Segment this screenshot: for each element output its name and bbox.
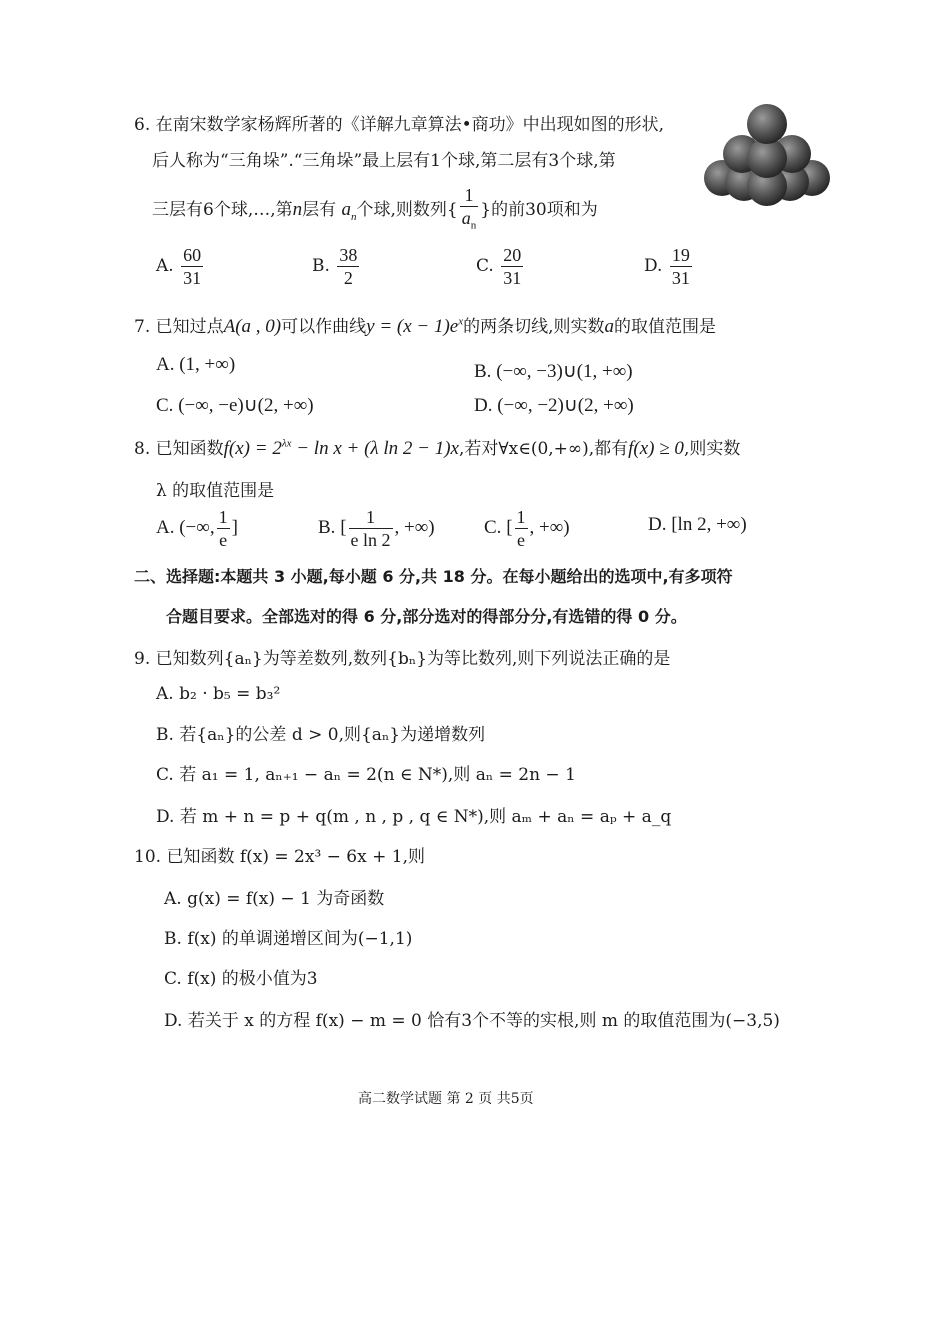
q9-option-d[interactable]: D. 若 m + n = p + q(m , n , p , q ∈ N*),则 aₘ + aₙ = aₚ + a_q bbox=[156, 807, 672, 827]
q8-stem: 8. 已知函数$f(x) = 2^{\lambda x} - \ln x + (\lambda$ ln 2 − 1)x,若对∀x∈(0,+∞),都有f(x) ≥ 0,则实数 bbox=[134, 437, 741, 459]
q8-option-a[interactable]: A. (−∞, $\frac{1}{e}$ ] bbox=[156, 507, 238, 550]
q6-option-b[interactable]: B. $\frac{38}{2}$ bbox=[312, 245, 358, 288]
q6-option-a[interactable]: A. $\frac{60}{31}$ bbox=[156, 245, 202, 288]
q8-option-c[interactable]: C. [ $\frac{1}{e}$ , +∞) bbox=[484, 507, 570, 550]
page-footer: 高二数学试题 第 2 页 共5页 bbox=[358, 1091, 534, 1107]
q9-option-c[interactable]: C. 若 a₁ = 1, aₙ₊₁ − aₙ = 2(n ∈ N*),则 aₙ = 2n − 1 bbox=[156, 765, 576, 785]
q10-option-d[interactable]: D. 若关于 x 的方程 f(x) − m = 0 恰有3个不等的实根,则 m 的取值范围为(−3,5) bbox=[164, 1011, 780, 1031]
q7-option-d[interactable]: D. (−∞, −2)∪(2, +∞) bbox=[474, 395, 634, 416]
q10-option-a[interactable]: A. g(x) = f(x) − 1 为奇函数 bbox=[164, 889, 385, 909]
q9-option-a[interactable]: A. b₂ · b₅ = b₃² bbox=[156, 684, 281, 704]
q7-option-c[interactable]: C. (−∞, −e)∪(2, +∞) bbox=[156, 395, 314, 416]
q10-option-c[interactable]: C. f(x) 的极小值为3 bbox=[164, 969, 318, 989]
triangular-pile-image bbox=[702, 96, 832, 216]
q10-stem: 10. 已知函数 f(x) = 2x³ − 6x + 1,则 bbox=[134, 847, 425, 867]
q10-option-b[interactable]: B. f(x) 的单调递增区间为(−1,1) bbox=[164, 929, 413, 949]
q9-option-b[interactable]: B. 若{aₙ}的公差 d > 0,则{aₙ}为递增数列 bbox=[156, 725, 486, 745]
section2-heading-line2: 合题目要求。全部选对的得 6 分,部分选对的得部分分,有选错的得 0 分。 bbox=[166, 607, 687, 626]
q8-option-d[interactable]: D. [ln 2, +∞) bbox=[648, 514, 747, 535]
q8-option-b[interactable]: B. [ $\frac{1}{\text{e ln 2}}$ , +∞) bbox=[318, 507, 435, 550]
q8-stem-line2: λ 的取值范围是 bbox=[156, 481, 275, 501]
q6-line1: 6. 在南宋数学家杨辉所著的《详解九章算法•商功》中出现如图的形状, bbox=[134, 115, 665, 135]
q7-stem: 7. 已知过点A(a , 0)可以作曲线$y = (x - 1)e^x$的两条切线,则实数a的取值范围是 bbox=[134, 315, 717, 337]
q9-stem: 9. 已知数列{aₙ}为等差数列,数列{bₙ}为等比数列,则下列说法正确的是 bbox=[134, 649, 671, 669]
q7-option-b[interactable]: B. (−∞, −3)∪(1, +∞) bbox=[474, 361, 633, 382]
section2-heading: 二、选择题:本题共 3 小题,每小题 6 分,共 18 分。在每小题给出的选项中,有多项符 bbox=[134, 567, 733, 586]
q6-line3: 三层有6个球,…,第n层有 $a_n$个球,则数列{ $\frac{1}{a_n}$ }的前30项和为 bbox=[152, 184, 598, 239]
q6-option-d[interactable]: D. $\frac{19}{31}$ bbox=[644, 245, 690, 288]
q7-option-a[interactable]: A. (1, +∞) bbox=[156, 354, 236, 375]
q6-line2: 后人称为“三角垛”.“三角垛”最上层有1个球,第二层有3个球,第 bbox=[152, 151, 616, 171]
q6-option-c[interactable]: C. $\frac{20}{31}$ bbox=[476, 245, 522, 288]
q6-fraction: $\frac{1}{a_n}$ bbox=[461, 185, 477, 232]
